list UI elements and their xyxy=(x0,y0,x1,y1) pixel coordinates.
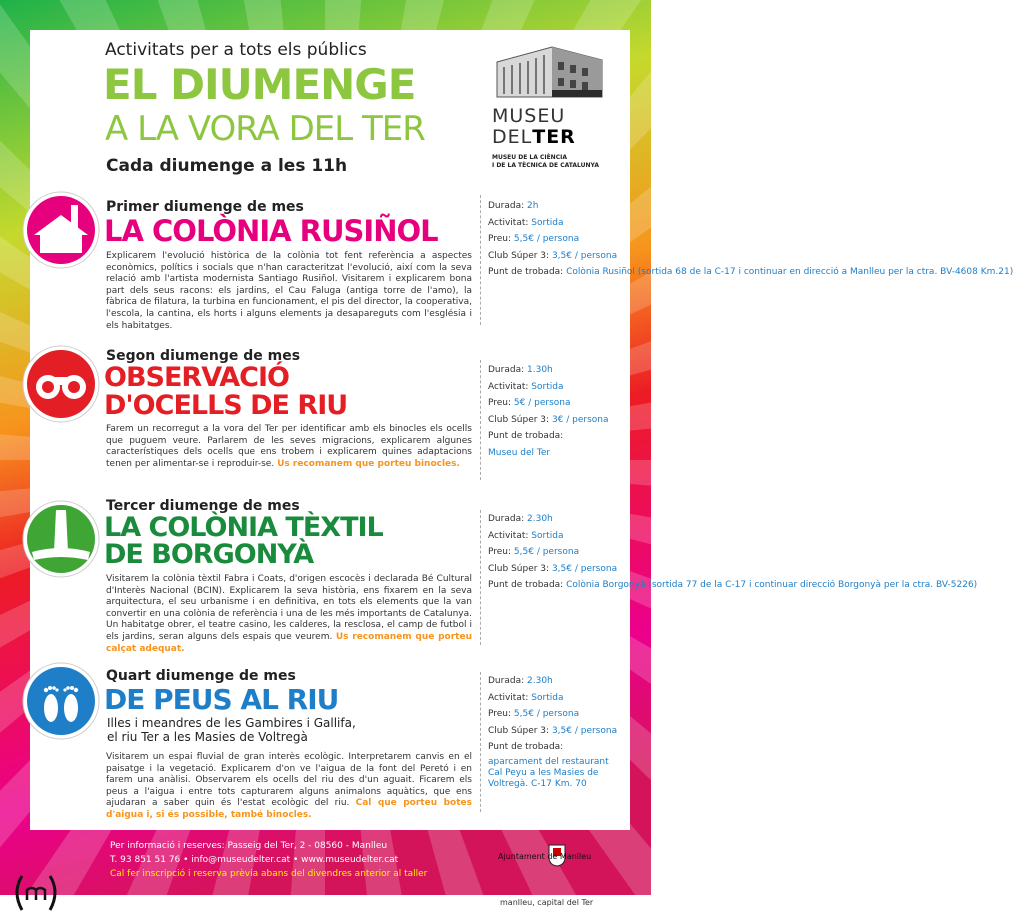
section-3-title-line2: DE BORGONYÀ xyxy=(104,539,314,570)
house-chimney-icon xyxy=(22,191,100,269)
tagline: Activitats per a tots els públics xyxy=(105,40,367,60)
section-4-week: Quart diumenge de mes xyxy=(106,668,296,684)
section-3-details: Durada: 2.30h Activitat: Sortida Preu: 5,5€ / persona Club Súper 3: 3,5€ / persona Punt de trobada: Colònia Borgonyà (sortida 77 de la C-17 i continuar direcció Borgonyà per la ctra. BV-5226) xyxy=(488,514,978,590)
section-1-title: LA COLÒNIA RUSIÑOL xyxy=(104,214,438,248)
ajuntament-label: Ajuntament de Manlleu xyxy=(498,852,592,861)
section-divider xyxy=(480,360,481,480)
museum-logo-subtitle: MUSEU DE LA CIÈNCIA I DE LA TÈCNICA DE CATALUNYA xyxy=(492,154,599,169)
main-title: EL DIUMENGE xyxy=(103,60,416,109)
section-4-description: Visitarem un espai fluvial de gran interès ecològic. Interpretarem canvis en el paisatge i la vegetació. Explicarem d'on ve l'aigua de la font del Peretó i en farem una anàlisi. Observarem els ocells del riu des d'un aguait. Ficarem els peus a l'aigua i entre tots capturarem alguns animalons aquàtics, que ens ajudaran a saber quin és l'estat ecològic del riu. Cal que porteu botes d'aigua i, si és possible, també binocles. xyxy=(106,752,472,820)
section-2-title-line2: D'OCELLS DE RIU xyxy=(104,390,348,421)
section-divider xyxy=(480,672,481,812)
footer-notice: Cal fer inscripció i reserva prèvia abans del divendres anterior al taller xyxy=(110,869,428,879)
footprints-icon xyxy=(22,662,100,740)
museum-building-icon xyxy=(492,42,607,102)
section-4-title: DE PEUS AL RIU xyxy=(104,683,339,716)
section-2-details: Durada: 1.30h Activitat: Sortida Preu: 5€ / persona Club Súper 3: 3€ / persona Punt de trobada: Museu del Ter xyxy=(488,365,609,458)
section-1-description: Explicarem l'evolució històrica de la colònia tot fent referència a aspectes econòmics, polítics i socials que n'han caracteritzat l'evolució, així com la seva relació amb l'artista modernista Santiago Rusiñol. Visitarem i explicarem bona part dels seus racons: els jardins, el Cau Faluga (antiga torre de l'amo), la fàbrica de filatura, la turbina en funcionament, el pis del director, la cooperativa, l'escola, la cantina, els horts i alguns elements ja desapareguts com l'església i els habitatges. xyxy=(106,251,472,331)
section-4-subtitle: Illes i meandres de les Gambires i Gallifa, el riu Ter a les Masies de Voltregà xyxy=(107,716,356,744)
manlleu-logo-icon xyxy=(10,870,65,915)
museum-logo-line1: MUSEU xyxy=(492,105,566,127)
section-3-title-line1: LA COLÒNIA TÈXTIL xyxy=(104,512,383,543)
section-2-week: Segon diumenge de mes xyxy=(106,348,301,364)
footer-address: Per informació i reserves: Passeig del Ter, 2 - 08560 - Manlleu xyxy=(110,841,388,851)
section-divider xyxy=(480,195,481,325)
factory-chimney-icon xyxy=(22,500,100,578)
footer-contact: T. 93 851 51 76 • info@museudelter.cat • www.museudelter.cat xyxy=(110,855,399,865)
section-2-description: Farem un recorregut a la vora del Ter per identificar amb els binocles els ocells que puguem veure. Parlarem de les seves migracions, explicarem algunes característiques dels ocells que ens trobem i explicarem quines adaptacions tenen per alimentar-se i reproduir-se. Us recomanem que porteu binocles. xyxy=(106,424,472,469)
schedule: Cada diumenge a les 11h xyxy=(106,156,348,176)
section-3-description: Visitarem la colònia tèxtil Fabra i Coats, d'origen escocès i declarada Bé Cultural d'Interès Nacional (BCIN). Explicarem la seva història, ens fixarem en la seva arquitectura, el seu urbanisme i en definitiva, en tots els elements que la van convertir en una colònia de referència i una de les més importants de Catalunya. Un habitatge obrer, el teatre casino, les calderes, la resclosa, el camp de futbol i els jardins, seran alguns dels espais que veurem. Us recomanem que porteu calçat adequat. xyxy=(106,574,472,654)
section-1-details: Durada: 2h Activitat: Sortida Preu: 5,5€ / persona Club Súper 3: 3,5€ / persona Punt de trobada: Colònia Rusiñol (sortida 68 de la C-17 i continuar en direcció a Manlleu per la ctra. BV-4608 Km.21) xyxy=(488,201,1013,277)
main-subtitle: A LA VORA DEL TER xyxy=(105,109,425,149)
section-4-details: Durada: 2.30h Activitat: Sortida Preu: 5,5€ / persona Club Súper 3: 3,5€ / persona Punt de trobada: aparcament del restaurant Cal Peyu a les Masies de Voltregà. C-17 Km. 70 xyxy=(488,676,618,789)
section-1-week: Primer diumenge de mes xyxy=(106,199,304,215)
footer-brand: manlleu, capital del Ter xyxy=(500,898,594,907)
binoculars-icon xyxy=(22,345,100,423)
section-3-week: Tercer diumenge de mes xyxy=(106,498,300,514)
museum-logo-line2: DELTER xyxy=(492,126,576,148)
section-2-title-line1: OBSERVACIÓ xyxy=(104,362,289,393)
section-divider xyxy=(480,510,481,645)
